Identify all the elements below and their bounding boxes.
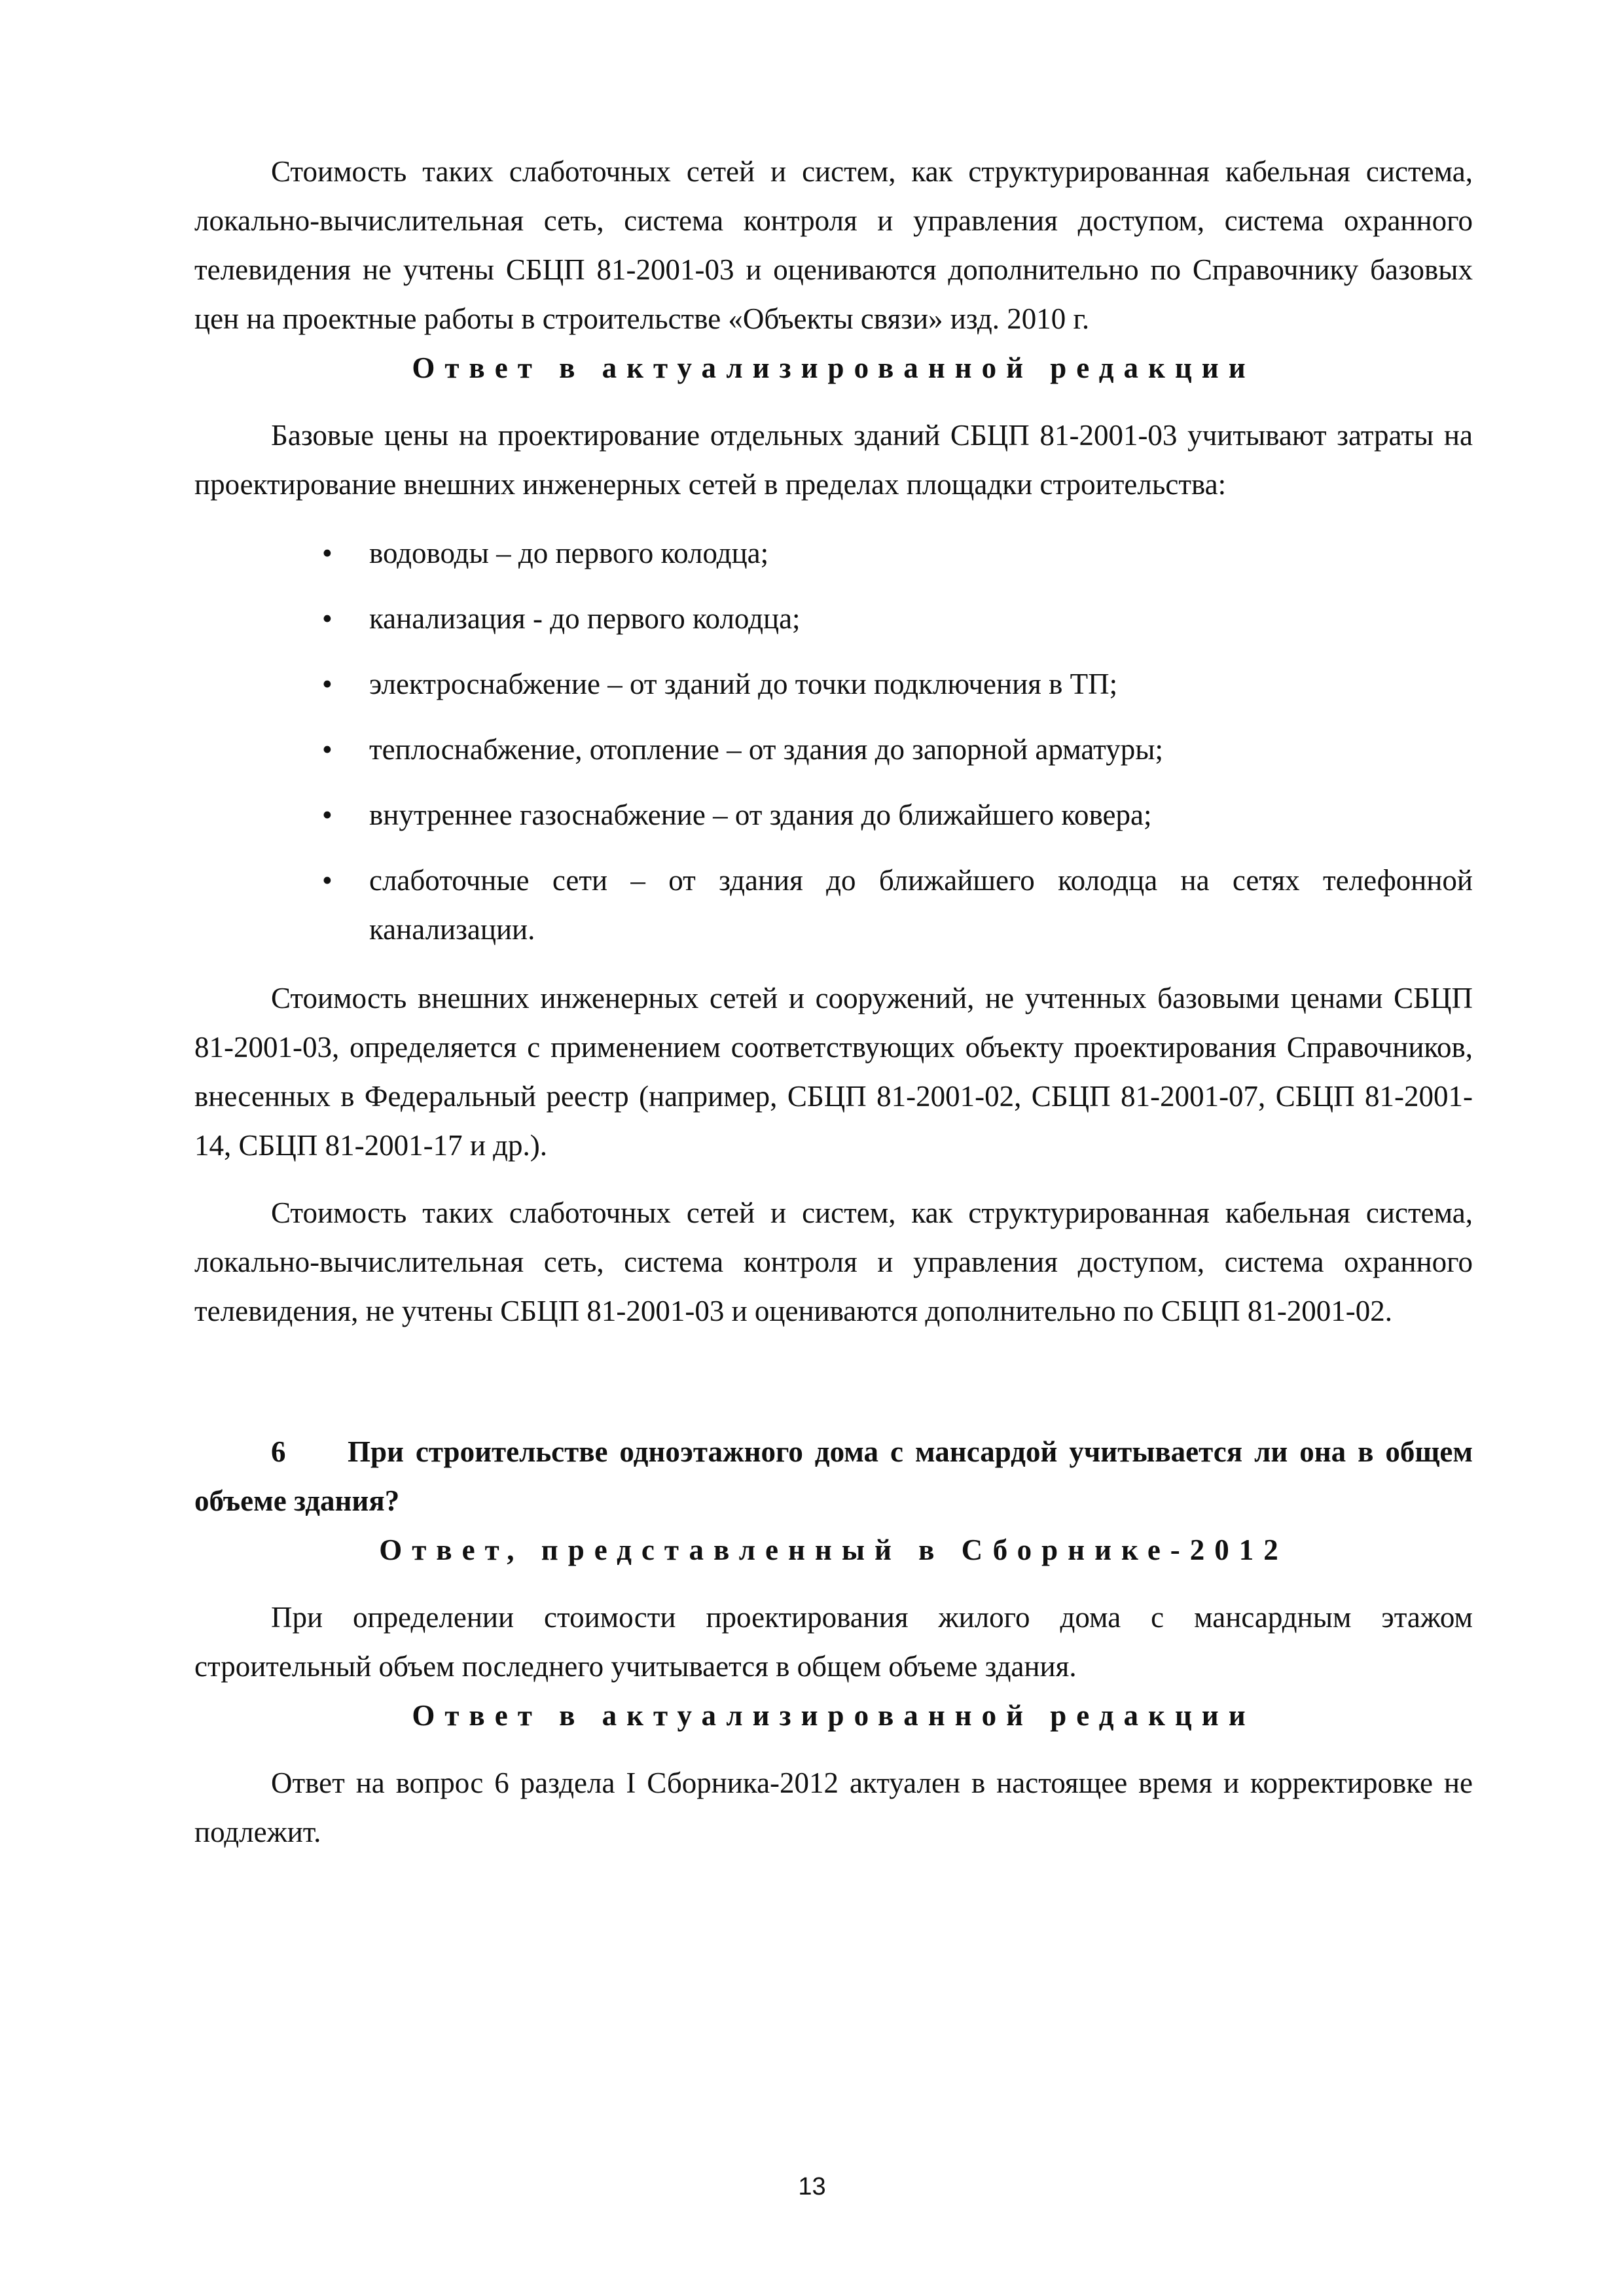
page-number: 13 (798, 2173, 826, 2200)
heading-collection-answer: Ответ, представленный в Сборнике-2012 (379, 1534, 1288, 1566)
question-text: При строительстве одноэтажного дома с мансардой учитывается ли она в общем объеме здания? (194, 1435, 1473, 1517)
list-item (194, 725, 1473, 774)
document-page (194, 147, 1473, 1857)
question-6 (194, 1427, 1473, 1526)
bullet-icon: • (322, 537, 333, 569)
list-item-text: электроснабжение – от зданий до точки подключения в ТП; (369, 668, 1118, 700)
paragraph-base-prices: Базовые цены на проектирование отдельных зданий СБЦП 81-2001-03 учитывают затраты на проектирование внешних инженерных сетей в пределах площадки строительства: (194, 419, 1473, 501)
list-item-text: теплоснабжение, отопление – от здания до запорной арматуры; (369, 733, 1163, 766)
bullet-icon: • (322, 864, 333, 897)
question-number: 6 (271, 1435, 286, 1468)
bullet-icon: • (322, 602, 333, 635)
list-item (194, 856, 1473, 954)
paragraph-low-current-cost: Стоимость таких слаботочных сетей и систем, как структурированная кабельная система, локально-вычислительная сеть, система контроля и управления доступом, система охранного телевидения не учтены СБЦП 81-2001-03 и оцениваются дополнительно по Справочнику базовых цен на проектные работы в строительстве «Объекты связи» изд. 2010 г. (194, 155, 1473, 335)
list-item (194, 660, 1473, 709)
list-item (194, 529, 1473, 578)
list-item-text: внутреннее газоснабжение – от здания до ближайшего ковера; (369, 798, 1152, 831)
list-item-text: водоводы – до первого колодца; (369, 537, 769, 569)
paragraph-collection-answer: При определении стоимости проектирования жилого дома с мансардным этажом строительный объем последнего учитывается в общем объеме здания. (194, 1601, 1473, 1683)
bullet-list-networks (194, 529, 1473, 954)
bullet-icon: • (322, 733, 333, 766)
heading-updated-answer-q6: Ответ в актуализированной редакции (412, 1699, 1255, 1732)
paragraph-external-networks: Стоимость внешних инженерных сетей и сооружений, не учтенных базовыми ценами СБЦП 81-2001-03, определяется с применением соответствующих объекту проектирования Справочников, внесенных в Федеральный реестр (например, СБЦП 81-2001-02, СБЦП 81-2001-07, СБЦП 81-2001-14, СБЦП 81-2001-17 и др.). (194, 982, 1473, 1162)
paragraph-low-current-cost-updated: Стоимость таких слаботочных сетей и систем, как структурированная кабельная система, локально-вычислительная сеть, система контроля и управления доступом, система охранного телевидения, не учтены СБЦП 81-2001-03 и оцениваются дополнительно по СБЦП 81-2001-02. (194, 1196, 1473, 1327)
list-item (194, 791, 1473, 840)
list-item-text: канализация - до первого колодца; (369, 602, 801, 635)
bullet-icon: • (322, 668, 333, 700)
bullet-icon: • (322, 798, 333, 831)
heading-updated-answer: Ответ в актуализированной редакции (412, 351, 1255, 384)
list-item-text: слаботочные сети – от здания до ближайшего колодца на сетях телефонной канализации. (369, 864, 1473, 946)
paragraph-updated-answer-q6: Ответ на вопрос 6 раздела I Сборника-2012 актуален в настоящее время и корректировке не подлежит. (194, 1767, 1473, 1848)
list-item (194, 594, 1473, 643)
